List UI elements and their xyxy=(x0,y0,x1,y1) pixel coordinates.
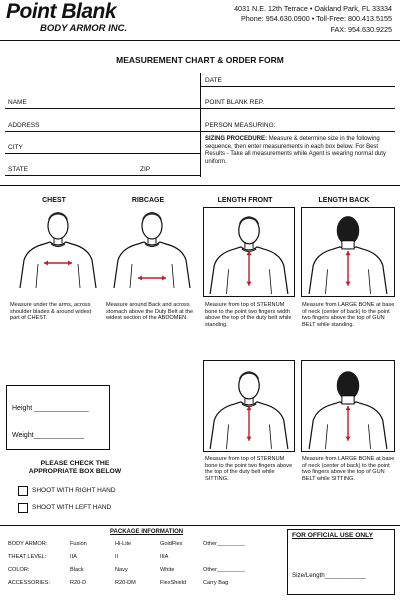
phone-line: Phone: 954.630.0900 • Toll-Free: 800.413.5155 xyxy=(240,14,392,23)
body-armor-option[interactable]: Hi-Lite xyxy=(115,541,132,547)
color-other[interactable]: Other_________ xyxy=(203,567,245,573)
accessories-option[interactable]: FlexShield xyxy=(160,580,187,586)
header-divider xyxy=(0,40,400,41)
package-title: PACKAGE INFORMATION xyxy=(110,529,184,535)
height-field[interactable]: Height ______________ xyxy=(12,405,89,412)
city-field[interactable] xyxy=(5,153,200,154)
body-armor-option[interactable]: Fusion xyxy=(70,541,87,547)
height-weight-box xyxy=(6,385,110,450)
body-armor-other[interactable]: Other_________ xyxy=(203,541,245,547)
sitting-front-figure xyxy=(203,360,295,452)
length-back-figure xyxy=(301,207,395,297)
sitting-front-instructions: Measure from top of STERNUM bone to the point two fingers above the top of the duty belt while SITTING. xyxy=(205,456,293,483)
length-front-title: LENGTH FRONT xyxy=(217,197,273,204)
threat-level-option[interactable]: II xyxy=(115,554,119,560)
color-label: COLOR: xyxy=(8,567,30,573)
accessories-option[interactable]: R20-DM xyxy=(115,580,136,586)
body-armor-option[interactable]: GoldFlex xyxy=(160,541,183,547)
zip-label: ZIP xyxy=(140,166,151,173)
sizing-text: Measure & determine size in the following sequence, then enter measurements in each box below. For Best Results - Take all measurements while Agent is wearing normal duty uniform. xyxy=(205,136,386,165)
threat-level-option[interactable]: IIIA xyxy=(160,554,169,560)
sitting-back-figure xyxy=(301,360,395,452)
address-label: ADDRESS xyxy=(8,122,40,129)
date-field[interactable] xyxy=(200,86,395,87)
body-armor-label: BODY ARMOR: xyxy=(8,541,48,547)
threat-level-label: THEAT LEVEL: xyxy=(8,554,47,560)
chest-title: CHEST xyxy=(42,197,66,204)
form-title: MEASUREMENT CHART & ORDER FORM xyxy=(116,55,284,65)
accessories-option[interactable]: Carry Bag xyxy=(203,580,229,586)
length-front-figure xyxy=(203,207,295,297)
city-label: CITY xyxy=(8,144,23,151)
threat-level-option[interactable]: IIA xyxy=(70,554,77,560)
right-hand-label: SHOOT WITH RIGHT HAND xyxy=(32,487,116,494)
length-back-instructions: Measure from LARGE BONE at base of neck (center of back) to the point two fingers above the top of GUN BELT while standing. xyxy=(302,302,395,329)
rep-label: POINT BLANK REP. xyxy=(205,99,265,106)
ribcage-figure xyxy=(108,208,192,293)
left-hand-label: SHOOT WITH LEFT HAND xyxy=(32,504,112,511)
person-measuring-label: PERSON MEASURING: xyxy=(205,122,276,129)
color-option[interactable]: White xyxy=(160,567,175,573)
company-logo-subtitle: BODY ARMOR INC. xyxy=(40,23,128,34)
size-length-field[interactable]: Size/Length____________ xyxy=(292,572,366,579)
left-hand-checkbox[interactable] xyxy=(18,503,28,513)
right-hand-checkbox[interactable] xyxy=(18,486,28,496)
company-logo: Point Blank xyxy=(6,0,117,23)
ribcage-instructions: Measure around Back and across stomach above the Duty Belt at the widest section of the ABDOMEN. xyxy=(106,302,194,322)
chest-figure xyxy=(14,208,97,293)
address-line: 4031 N.E. 12th Terrace • Oakland Park, FL 33334 xyxy=(234,4,392,13)
official-use-title: FOR OFFICIAL USE ONLY xyxy=(292,532,373,539)
accessories-label: ACCESSORIES: xyxy=(8,580,50,586)
length-back-title: LENGTH BACK xyxy=(318,197,370,204)
check-instruction: PLEASE CHECK THE APPROPRIATE BOX BELOW xyxy=(28,460,122,475)
sizing-title: SIZING PROCEDURE: xyxy=(205,136,268,142)
state-label: STATE xyxy=(8,166,28,173)
form-divider xyxy=(200,73,201,177)
state-zip-field[interactable] xyxy=(5,175,200,176)
length-front-instructions: Measure from top of STERNUM bone to the point two fingers width above the top of the duty belt while standing. xyxy=(205,302,292,329)
color-option[interactable]: Black xyxy=(70,567,84,573)
chest-instructions: Measure under the arms, across shoulder blades & around widest part of CHEST. xyxy=(10,302,92,322)
color-option[interactable]: Navy xyxy=(115,567,128,573)
name-label: NAME xyxy=(8,99,27,106)
bottom-divider xyxy=(0,525,400,526)
address-field[interactable] xyxy=(5,131,200,132)
name-field[interactable] xyxy=(5,108,200,109)
accessories-option[interactable]: R20-D xyxy=(70,580,87,586)
person-measuring-field[interactable] xyxy=(200,131,395,132)
fax-line: FAX: 954.630.9225 xyxy=(330,25,392,34)
weight-field[interactable]: Weight_____________ xyxy=(12,432,85,439)
section-divider xyxy=(0,185,400,186)
sizing-procedure xyxy=(205,136,395,166)
ribcage-title: RIBCAGE xyxy=(131,197,165,204)
sitting-back-instructions: Measure from LARGE BONE at base of neck (center of back) to the point two fingers above the top of GUN BELT while SITTING. xyxy=(302,456,395,483)
date-label: DATE xyxy=(205,77,222,84)
rep-field[interactable] xyxy=(200,108,395,109)
